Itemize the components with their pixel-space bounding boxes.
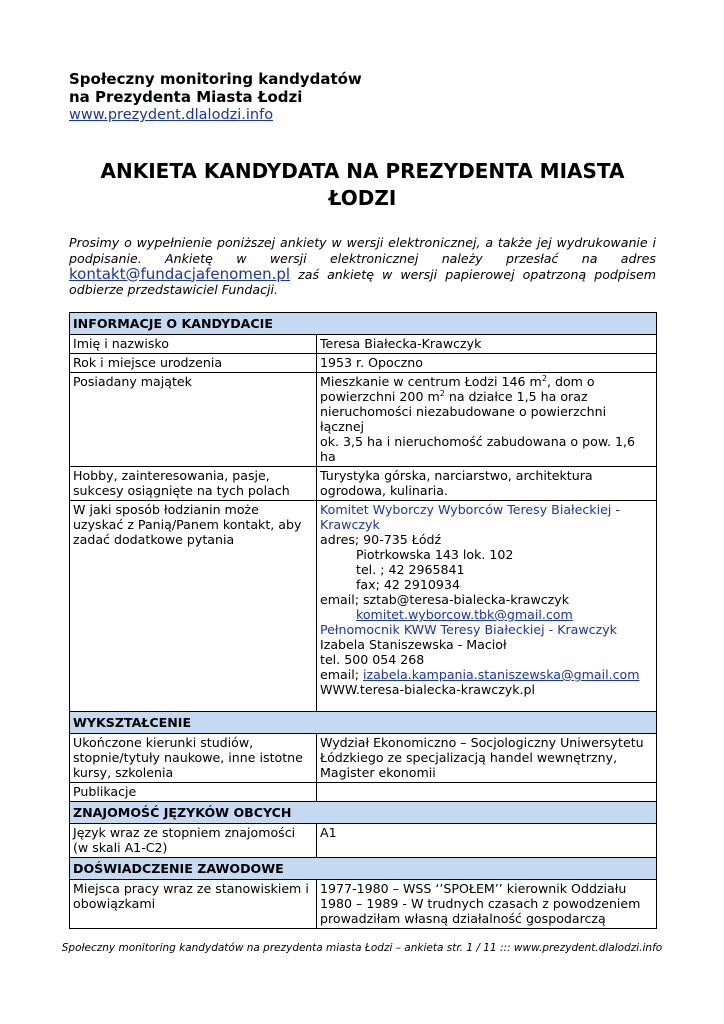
row-value-language: A1 (317, 824, 657, 858)
table-row (70, 354, 657, 373)
jobs-line-2: 1980 – 1989 - W trudnych czasach z powodzeniem (320, 896, 641, 911)
section-title-info: INFORMACJE O KANDYDACIE (70, 313, 657, 335)
contact-email-link-1[interactable]: komitet.wyborcow.tbk@gmail.com (356, 607, 573, 622)
intro-text-1: Prosimy o wypełnienie poniższej ankiety w wersji elektronicznej, a także jej wydrukowanie i podpisanie. Ankietę w wersji elektronicznej należy przesłać na adres (69, 235, 656, 266)
header-line-1: Społeczny monitoring kandydatów (69, 70, 362, 88)
row-label-language: Język wraz ze stopniem znajomości (w skali A1-C2) (70, 824, 317, 858)
contact-proxy-phone: tel. 500 054 268 (320, 652, 425, 667)
row-label-name: Imię i nazwisko (70, 335, 317, 354)
assets-line-3: nieruchomości niezabudowane o powierzchni łącznej (320, 404, 607, 434)
header-website-link[interactable]: www.prezydent.dlalodzi.info (69, 107, 274, 123)
table-row (70, 783, 657, 802)
assets-line-2: powierzchni 200 m (320, 389, 440, 404)
table-row (70, 467, 657, 501)
table-row (70, 335, 657, 354)
section-title-languages: ZNAJOMOŚĆ JĘZYKÓW OBCYCH (70, 802, 657, 824)
row-label-hobby: Hobby, zainteresowania, pasje, sukcesy osiągnięte na tych polach (70, 467, 317, 501)
section-title-education: WYKSZTAŁCENIE (70, 712, 657, 734)
intro-paragraph (69, 235, 656, 298)
contact-phone: tel. ; 42 2965841 (356, 562, 465, 577)
row-value-birth: 1953 r. Opoczno (317, 354, 657, 373)
intro-email-link[interactable]: kontakt@fundacjafenomen.pl (69, 264, 291, 283)
section-title-experience: DOŚWIADCZENIE ZAWODOWE (70, 858, 657, 880)
table-row (70, 824, 657, 858)
header (69, 70, 362, 124)
header-line-2: na Prezydenta Miasta Łodzi (69, 88, 303, 106)
assets-sup-1: 2 (541, 373, 547, 383)
row-value-publications (317, 783, 657, 802)
row-label-assets: Posiadany majątek (70, 373, 317, 467)
survey-table (69, 312, 657, 929)
table-row (70, 880, 657, 929)
row-value-hobby: Turystyka górska, narciarstwo, architektura ogrodowa, kulinaria. (317, 467, 657, 501)
assets-line-2b: na działce 1,5 ha oraz (444, 389, 588, 404)
contact-website: WWW.teresa-bialecka-krawczyk.pl (320, 682, 536, 697)
section-header-experience (70, 858, 657, 880)
contact-email-1: email; sztab@teresa-bialecka-krawczyk (320, 592, 570, 607)
section-header-education (70, 712, 657, 734)
row-value-studies: Wydział Ekonomiczno – Socjologiczny Uniwersytetu Łódzkiego ze specjalizacją handel wewnętrzny, Magister ekonomii (317, 734, 657, 783)
table-row (70, 501, 657, 712)
assets-sup-2: 2 (439, 388, 445, 398)
contact-committee: Komitet Wyborczy Wyborców Teresy Białeckiej - Krawczyk (320, 502, 620, 532)
row-label-studies: Ukończone kierunki studiów, stopnie/tytuły naukowe, inne istotne kursy, szkolenia (70, 734, 317, 783)
page-title: ANKIETA KANDYDATA NA PREZYDENTA MIASTA ŁODZI (100, 159, 625, 210)
contact-proxy: Pełnomocnik KWW Teresy Białeckiej - Krawczyk (320, 622, 617, 637)
row-value-jobs (317, 880, 657, 929)
row-label-birth: Rok i miejsce urodzenia (70, 354, 317, 373)
contact-proxy-name: Izabela Staniszewska - Macioł (320, 637, 507, 652)
jobs-line-1: 1977-1980 – WSS ‘’SPOŁEM’’ kierownik Oddziału (320, 881, 627, 896)
row-label-publications: Publikacje (70, 783, 317, 802)
contact-address: adres; 90-735 Łódź (320, 532, 442, 547)
page-footer: Społeczny monitoring kandydatów na prezydenta miasta Łodzi – ankieta str. 1 / 11 ::: www.prezydent.dlalodzi.info (61, 942, 663, 954)
assets-line-1b: , dom o (546, 374, 595, 389)
contact-fax: fax; 42 2910934 (356, 577, 460, 592)
table-row (70, 734, 657, 783)
row-value-name: Teresa Białecka-Krawczyk (317, 335, 657, 354)
contact-email-link-2[interactable]: izabela.kampania.staniszewska@gmail.com (362, 667, 640, 682)
contact-email-prefix: email; (320, 667, 363, 682)
row-label-contact: W jaki sposób łodzianin może uzyskać z Panią/Panem kontakt, aby zadać dodatkowe pytania (70, 501, 317, 712)
intro-text-2: zaś ankietę w wersji papierowej opatrzoną podpisem odbierze przedstawiciel Fundacji. (69, 266, 656, 298)
row-value-assets (317, 373, 657, 467)
assets-line-4: ok. 3,5 ha i nieruchomość zabudowana o pow. 1,6 ha (320, 434, 636, 464)
row-label-jobs: Miejsca pracy wraz ze stanowiskiem i obowiązkami (70, 880, 317, 929)
assets-line-1: Mieszkanie w centrum Łodzi 146 m (320, 374, 542, 389)
contact-street: Piotrkowska 143 lok. 102 (356, 547, 514, 562)
section-header-languages (70, 802, 657, 824)
jobs-line-3: prowadziłam własną działalność gospodarczą (320, 911, 606, 926)
row-value-contact (317, 501, 657, 712)
table-row (70, 373, 657, 467)
section-header-info (70, 313, 657, 335)
